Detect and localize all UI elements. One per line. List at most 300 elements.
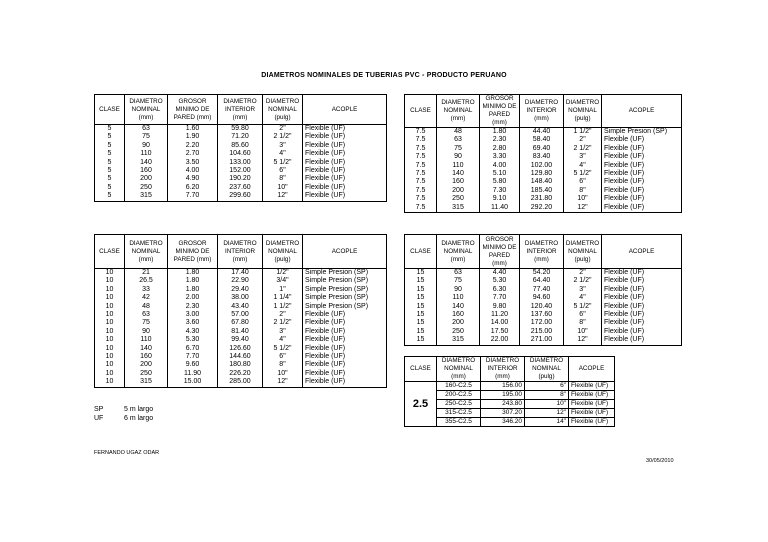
cell-clase: 5 xyxy=(95,133,125,141)
cell-diametro-pulg: 3/4" xyxy=(263,277,303,285)
cell-diametro-nominal: 140 xyxy=(125,345,168,353)
cell-diametro-interior: 237.60 xyxy=(218,184,263,192)
cell-clase: 7.5 xyxy=(405,162,437,170)
cell-diametro-interior: 215.00 xyxy=(520,328,564,336)
cell-diametro-interior: 144.60 xyxy=(218,353,263,361)
cell-diametro-pulg: 5 1/2" xyxy=(263,345,303,353)
cell-clase: 7.5 xyxy=(405,136,437,144)
cell-diametro-nominal: 110 xyxy=(437,162,480,170)
cell-diametro-interior: 17.40 xyxy=(218,269,263,278)
cell-clase: 7.5 xyxy=(405,128,437,137)
cell-diametro-interior: 29.40 xyxy=(218,286,263,294)
cell-diametro-nominal: 63 xyxy=(437,136,480,144)
cell-diametro-pulg: 1" xyxy=(263,286,303,294)
table-row xyxy=(95,142,387,150)
cell-acople: Flexible (UF) xyxy=(305,353,346,361)
cell-clase: 15 xyxy=(405,269,437,278)
cell-diametro-pulg: 2 1/2" xyxy=(564,277,602,285)
header-acople: ACOPLE xyxy=(303,235,387,269)
cell-acople: Flexible (UF) xyxy=(305,319,346,327)
cell-diametro-pulg: 1 1/2" xyxy=(564,128,602,137)
cell-grosor: 4.90 xyxy=(168,175,218,183)
cell-diametro-interior: 346.20 xyxy=(481,418,525,427)
cell-diametro-pulg: 10" xyxy=(263,370,303,378)
cell-acople: Flexible (UF) xyxy=(604,269,645,276)
cell-diametro-pulg: 8" xyxy=(564,187,602,195)
cell-diametro-interior: 180.80 xyxy=(218,361,263,369)
header-diametro-pulg: DIAMETRO NOMINAL (pulg) xyxy=(564,235,602,269)
header-acople: ACOPLE xyxy=(602,95,682,128)
cell-diametro-nominal: 48 xyxy=(125,303,168,311)
header-grosor: GROSOR MINIMO DE PARED (mm) xyxy=(480,235,520,269)
cell-diametro-interior: 172.00 xyxy=(520,319,564,327)
cell-diametro-pulg: 12" xyxy=(525,409,569,418)
table-row xyxy=(405,195,682,203)
cell-diametro-pulg: 8" xyxy=(263,175,303,183)
table-row xyxy=(405,269,682,278)
cell-clase: 10 xyxy=(95,361,125,369)
cell-diametro-pulg: 3" xyxy=(564,153,602,161)
cell-diametro-nominal: 315-C2.5 xyxy=(437,409,481,418)
cell-acople: Flexible (UF) xyxy=(569,400,615,409)
cell-diametro-pulg: 10" xyxy=(564,195,602,203)
cell-diametro-pulg: 10" xyxy=(263,184,303,192)
cell-clase: 5 xyxy=(95,125,125,134)
cell-acople: Flexible (UF) xyxy=(604,277,645,285)
header-diametro-interior: DIAMETRO INTERIOR (mm) xyxy=(520,235,564,269)
cell-diametro-interior: 69.40 xyxy=(520,145,564,153)
cell-diametro-interior: 271.00 xyxy=(520,336,564,345)
cell-diametro-nominal: 200 xyxy=(437,319,480,327)
table-row xyxy=(95,192,387,201)
cell-clase: 15 xyxy=(405,336,437,345)
cell-diametro-interior: 58.40 xyxy=(520,136,564,144)
cell-acople: Flexible (UF) xyxy=(604,161,645,169)
cell-acople: Flexible (UF) xyxy=(569,418,615,427)
table-row xyxy=(405,153,682,161)
legend-desc: 5 m largo xyxy=(124,406,154,413)
cell-diametro-nominal: 140 xyxy=(437,303,480,311)
cell-diametro-nominal: 140 xyxy=(125,159,168,167)
cell-acople: Flexible (UF) xyxy=(569,409,615,418)
cell-diametro-interior: 59.80 xyxy=(218,125,263,134)
cell-clase: 7.5 xyxy=(405,170,437,178)
cell-diametro-pulg: 8" xyxy=(263,361,303,369)
cell-clase: 10 xyxy=(95,345,125,353)
cell-clase: 10 xyxy=(95,319,125,327)
cell-grosor: 2.80 xyxy=(480,145,520,153)
cell-diametro-pulg: 6" xyxy=(263,167,303,175)
cell-grosor: 5.80 xyxy=(480,178,520,186)
table-row xyxy=(405,294,682,302)
header-diametro-interior: DIAMETRO INTERIOR (mm) xyxy=(218,95,263,125)
cell-diametro-interior: 299.60 xyxy=(218,192,263,201)
table-row xyxy=(95,167,387,175)
cell-grosor: 1.80 xyxy=(480,128,520,137)
cell-diametro-nominal: 315 xyxy=(437,204,480,213)
cell-diametro-nominal: 75 xyxy=(125,319,168,327)
cell-diametro-nominal: 200-C2.5 xyxy=(437,391,481,400)
header-diametro-pulg: DIAMETRO NOMINAL (pulg) xyxy=(564,95,602,128)
page-title: DIAMETROS NOMINALES DE TUBERIAS PVC - PRODUCTO PERUANO xyxy=(261,72,507,79)
cell-acople: Flexible (UF) xyxy=(305,369,346,377)
cell-acople: Flexible (UF) xyxy=(305,311,346,319)
table-row xyxy=(405,286,682,294)
cell-diametro-interior: 54.20 xyxy=(520,269,564,278)
cell-diametro-pulg: 4" xyxy=(564,162,602,170)
cell-acople: Flexible (UF) xyxy=(604,195,645,203)
cell-grosor: 9.60 xyxy=(168,361,218,369)
cell-acople: Flexible (UF) xyxy=(305,133,346,141)
table-row xyxy=(405,136,682,144)
cell-clase: 15 xyxy=(405,311,437,319)
table-row xyxy=(95,303,387,311)
cell-diametro-nominal: 315 xyxy=(125,192,168,201)
cell-grosor: 11.40 xyxy=(480,204,520,213)
cell-clase: 5 xyxy=(95,159,125,167)
cell-acople: Simple Presion (SP) xyxy=(305,285,369,293)
cell-diametro-interior: 226.20 xyxy=(218,370,263,378)
cell-diametro-interior: 38.00 xyxy=(218,294,263,302)
cell-diametro-nominal: 90 xyxy=(125,142,168,150)
cell-clase: 15 xyxy=(405,319,437,327)
author-name: FERNANDO UGAZ ODAR xyxy=(94,450,160,456)
cell-diametro-interior: 292.20 xyxy=(520,204,564,213)
cell-acople: Simple Presion (SP) xyxy=(305,302,369,310)
table-clase-2-5 xyxy=(404,356,615,427)
cell-acople: Flexible (UF) xyxy=(305,150,346,158)
cell-diametro-pulg: 1 1/4" xyxy=(263,294,303,302)
cell-clase: 15 xyxy=(405,303,437,311)
cell-diametro-nominal: 160 xyxy=(125,353,168,361)
table-row xyxy=(405,178,682,186)
cell-grosor: 4.00 xyxy=(168,167,218,175)
cell-diametro-pulg: 12" xyxy=(564,204,602,213)
table-row xyxy=(405,311,682,319)
cell-acople: Flexible (UF) xyxy=(604,186,645,194)
cell-diametro-interior: 231.80 xyxy=(520,195,564,203)
cell-acople: Flexible (UF) xyxy=(305,175,346,183)
header-clase: CLASE xyxy=(405,357,437,382)
table-clase-10 xyxy=(94,234,387,388)
cell-grosor: 4.30 xyxy=(168,328,218,336)
cell-diametro-interior: 67.80 xyxy=(218,319,263,327)
cell-diametro-interior: 81.40 xyxy=(218,328,263,336)
cell-diametro-interior: 137.60 xyxy=(520,311,564,319)
table-row xyxy=(95,184,387,192)
cell-diametro-interior: 94.60 xyxy=(520,294,564,302)
cell-acople: Flexible (UF) xyxy=(305,183,346,191)
table-row xyxy=(95,328,387,336)
cell-diametro-interior: 129.80 xyxy=(520,170,564,178)
cell-acople: Flexible (UF) xyxy=(305,327,346,335)
table-row xyxy=(405,162,682,170)
table-row xyxy=(95,336,387,344)
legend-code: SP xyxy=(94,406,104,413)
header-diametro-nominal-mm: DIAMETRO NOMINAL (mm) xyxy=(125,95,168,125)
cell-diametro-nominal: 90 xyxy=(125,328,168,336)
cell-grosor: 3.50 xyxy=(168,159,218,167)
cell-diametro-interior: 44.40 xyxy=(520,128,564,137)
cell-diametro-nominal: 63 xyxy=(125,311,168,319)
table-row xyxy=(95,150,387,158)
document-date: 30/05/2010 xyxy=(646,458,674,464)
cell-grosor: 17.50 xyxy=(480,328,520,336)
cell-grosor: 3.30 xyxy=(480,153,520,161)
cell-diametro-pulg: 12" xyxy=(564,336,602,345)
cell-diametro-pulg: 12" xyxy=(263,192,303,201)
header-diametro-nominal-mm: DIAMETRO NOMINAL (mm) xyxy=(437,357,481,382)
cell-clase: 15 xyxy=(405,328,437,336)
table-row xyxy=(95,125,387,134)
cell-diametro-interior: 195.00 xyxy=(481,391,525,400)
cell-diametro-pulg: 1/2" xyxy=(263,269,303,278)
cell-clase: 10 xyxy=(95,328,125,336)
cell-grosor: 15.00 xyxy=(168,378,218,387)
cell-clase: 5 xyxy=(95,142,125,150)
cell-clase: 7.5 xyxy=(405,145,437,153)
header-clase: CLASE xyxy=(405,95,437,128)
cell-clase: 5 xyxy=(95,150,125,158)
cell-diametro-pulg: 2 1/2" xyxy=(263,319,303,327)
cell-clase: 2.5 xyxy=(405,382,437,427)
cell-diametro-nominal: 140 xyxy=(437,170,480,178)
header-acople: ACOPLE xyxy=(569,357,615,382)
header-diametro-interior: DIAMETRO INTERIOR (mm) xyxy=(520,95,564,128)
table-row xyxy=(95,286,387,294)
cell-acople: Flexible (UF) xyxy=(604,144,645,152)
cell-diametro-interior: 185.40 xyxy=(520,187,564,195)
legend-desc: 6 m largo xyxy=(124,415,154,422)
cell-clase: 5 xyxy=(95,184,125,192)
cell-diametro-pulg: 8" xyxy=(525,391,569,400)
table-row xyxy=(405,409,615,418)
cell-diametro-pulg: 5 1/2" xyxy=(564,303,602,311)
cell-grosor: 1.90 xyxy=(168,133,218,141)
cell-clase: 7.5 xyxy=(405,195,437,203)
cell-diametro-interior: 243.80 xyxy=(481,400,525,409)
cell-diametro-pulg: 10" xyxy=(525,400,569,409)
header-clase: CLASE xyxy=(405,235,437,269)
cell-acople: Flexible (UF) xyxy=(305,192,346,200)
cell-diametro-nominal: 315 xyxy=(125,378,168,387)
cell-diametro-pulg: 1 1/2" xyxy=(263,303,303,311)
table-row xyxy=(95,378,387,387)
table-row xyxy=(95,361,387,369)
cell-acople: Flexible (UF) xyxy=(604,311,645,319)
cell-diametro-interior: 133.00 xyxy=(218,159,263,167)
cell-acople: Simple Presion (SP) xyxy=(305,294,369,302)
cell-clase: 10 xyxy=(95,286,125,294)
cell-grosor: 14.00 xyxy=(480,319,520,327)
cell-grosor: 7.70 xyxy=(480,294,520,302)
cell-clase: 15 xyxy=(405,277,437,285)
cell-grosor: 9.10 xyxy=(480,195,520,203)
header-diametro-pulg: DIAMETRO NOMINAL (pulg) xyxy=(263,235,303,269)
header-diametro-pulg: DIAMETRO NOMINAL (pulg) xyxy=(263,95,303,125)
cell-clase: 10 xyxy=(95,353,125,361)
cell-grosor: 5.10 xyxy=(480,170,520,178)
cell-diametro-nominal: 63 xyxy=(437,269,480,278)
header-grosor: GROSOR MINIMO DE PARED (mm) xyxy=(480,95,520,128)
table-row xyxy=(405,328,682,336)
cell-diametro-nominal: 160 xyxy=(125,167,168,175)
cell-diametro-pulg: 6" xyxy=(525,382,569,391)
cell-diametro-nominal: 75 xyxy=(437,145,480,153)
header-diametro-interior: DIAMETRO INTERIOR (mm) xyxy=(218,235,263,269)
cell-grosor: 22.00 xyxy=(480,336,520,345)
cell-diametro-pulg: 6" xyxy=(263,353,303,361)
cell-acople: Simple Presion (SP) xyxy=(305,269,369,276)
table-row xyxy=(405,319,682,327)
table-row xyxy=(95,294,387,302)
cell-diametro-nominal: 250 xyxy=(437,195,480,203)
cell-diametro-nominal: 250 xyxy=(125,184,168,192)
cell-clase: 5 xyxy=(95,192,125,201)
table-row xyxy=(405,303,682,311)
cell-acople: Flexible (UF) xyxy=(305,167,346,175)
cell-grosor: 4.00 xyxy=(480,162,520,170)
table-row xyxy=(405,277,682,285)
cell-diametro-nominal: 160 xyxy=(437,178,480,186)
cell-grosor: 7.30 xyxy=(480,187,520,195)
header-grosor: GROSOR MINIMO DE PARED (mm) xyxy=(168,95,218,125)
table-row xyxy=(95,159,387,167)
cell-diametro-interior: 190.20 xyxy=(218,175,263,183)
cell-diametro-interior: 148.40 xyxy=(520,178,564,186)
cell-diametro-pulg: 2" xyxy=(564,269,602,278)
cell-diametro-pulg: 2 1/2" xyxy=(263,133,303,141)
cell-diametro-pulg: 2" xyxy=(564,136,602,144)
cell-acople: Simple Presion (SP) xyxy=(604,128,668,135)
cell-grosor: 6.30 xyxy=(480,286,520,294)
cell-diametro-interior: 104.60 xyxy=(218,150,263,158)
table-row xyxy=(95,277,387,285)
table-row xyxy=(405,391,615,400)
cell-diametro-pulg: 3" xyxy=(263,328,303,336)
cell-acople: Flexible (UF) xyxy=(305,158,346,166)
cell-diametro-interior: 22.90 xyxy=(218,277,263,285)
cell-acople: Flexible (UF) xyxy=(305,336,346,344)
cell-diametro-pulg: 5 1/2" xyxy=(564,170,602,178)
legend-sp xyxy=(94,406,153,413)
cell-grosor: 4.40 xyxy=(480,269,520,278)
cell-acople: Flexible (UF) xyxy=(305,344,346,352)
cell-diametro-nominal: 75 xyxy=(125,133,168,141)
cell-grosor: 5.30 xyxy=(480,277,520,285)
cell-grosor: 2.00 xyxy=(168,294,218,302)
cell-acople: Flexible (UF) xyxy=(569,391,615,400)
table-row xyxy=(95,345,387,353)
cell-diametro-interior: 85.60 xyxy=(218,142,263,150)
header-clase: CLASE xyxy=(95,95,125,125)
cell-acople: Flexible (UF) xyxy=(604,203,645,211)
cell-diametro-pulg: 2" xyxy=(263,125,303,134)
cell-diametro-pulg: 14" xyxy=(525,418,569,427)
cell-grosor: 7.70 xyxy=(168,192,218,201)
cell-diametro-nominal: 160 xyxy=(437,311,480,319)
cell-diametro-pulg: 6" xyxy=(564,311,602,319)
cell-acople: Flexible (UF) xyxy=(569,382,615,391)
cell-diametro-interior: 99.40 xyxy=(218,336,263,344)
table-row xyxy=(405,145,682,153)
cell-clase: 10 xyxy=(95,269,125,278)
header-diametro-pulg: DIAMETRO NOMINAL (pulg) xyxy=(525,357,569,382)
cell-diametro-nominal: 90 xyxy=(437,286,480,294)
cell-diametro-nominal: 315 xyxy=(437,336,480,345)
header-diametro-nominal-mm: DIAMETRO NOMINAL (mm) xyxy=(125,235,168,269)
cell-diametro-nominal: 110 xyxy=(437,294,480,302)
cell-diametro-interior: 307.20 xyxy=(481,409,525,418)
header-diametro-nominal-mm: DIAMETRO NOMINAL (mm) xyxy=(437,235,480,269)
cell-acople: Flexible (UF) xyxy=(604,136,645,144)
cell-diametro-interior: 71.20 xyxy=(218,133,263,141)
cell-diametro-pulg: 4" xyxy=(564,294,602,302)
table-row xyxy=(95,269,387,278)
table-row xyxy=(95,319,387,327)
cell-grosor: 2.30 xyxy=(168,303,218,311)
cell-diametro-nominal: 355-C2.5 xyxy=(437,418,481,427)
cell-diametro-interior: 83.40 xyxy=(520,153,564,161)
header-diametro-nominal-mm: DIAMETRO NOMINAL (mm) xyxy=(437,95,480,128)
cell-clase: 10 xyxy=(95,370,125,378)
cell-acople: Flexible (UF) xyxy=(305,361,346,369)
cell-diametro-interior: 156.00 xyxy=(481,382,525,391)
cell-grosor: 1.60 xyxy=(168,125,218,134)
cell-diametro-interior: 57.00 xyxy=(218,311,263,319)
legend-code: UF xyxy=(94,415,104,422)
cell-acople: Flexible (UF) xyxy=(604,170,645,178)
cell-diametro-nominal: 33 xyxy=(125,286,168,294)
cell-diametro-nominal: 75 xyxy=(437,277,480,285)
cell-acople: Simple Presion (SP) xyxy=(305,277,369,285)
cell-grosor: 9.80 xyxy=(480,303,520,311)
cell-diametro-nominal: 21 xyxy=(125,269,168,278)
table-row xyxy=(405,400,615,409)
cell-acople: Flexible (UF) xyxy=(305,378,346,386)
cell-diametro-pulg: 3" xyxy=(564,286,602,294)
cell-diametro-pulg: 4" xyxy=(263,336,303,344)
cell-diametro-interior: 152.00 xyxy=(218,167,263,175)
table-row xyxy=(95,353,387,361)
header-clase: CLASE xyxy=(95,235,125,269)
cell-diametro-pulg: 6" xyxy=(564,178,602,186)
cell-grosor: 6.20 xyxy=(168,184,218,192)
header-grosor: GROSOR MINIMO DE PARED (mm) xyxy=(168,235,218,269)
cell-acople: Flexible (UF) xyxy=(604,285,645,293)
cell-diametro-pulg: 2" xyxy=(263,311,303,319)
table-row xyxy=(405,187,682,195)
cell-acople: Flexible (UF) xyxy=(604,319,645,327)
table-clase-7-5 xyxy=(404,94,682,213)
cell-diametro-nominal: 110 xyxy=(125,150,168,158)
cell-diametro-pulg: 5 1/2" xyxy=(263,159,303,167)
cell-acople: Flexible (UF) xyxy=(305,141,346,149)
table-row xyxy=(405,418,615,427)
cell-clase: 5 xyxy=(95,167,125,175)
cell-diametro-pulg: 3" xyxy=(263,142,303,150)
cell-diametro-pulg: 4" xyxy=(263,150,303,158)
table-row xyxy=(405,128,682,137)
cell-grosor: 11.20 xyxy=(480,311,520,319)
cell-acople: Flexible (UF) xyxy=(305,125,346,132)
cell-clase: 10 xyxy=(95,294,125,302)
cell-diametro-nominal: 200 xyxy=(437,187,480,195)
cell-diametro-pulg: 2 1/2" xyxy=(564,145,602,153)
table-row xyxy=(95,311,387,319)
cell-diametro-nominal: 90 xyxy=(437,153,480,161)
header-acople: ACOPLE xyxy=(303,95,387,125)
